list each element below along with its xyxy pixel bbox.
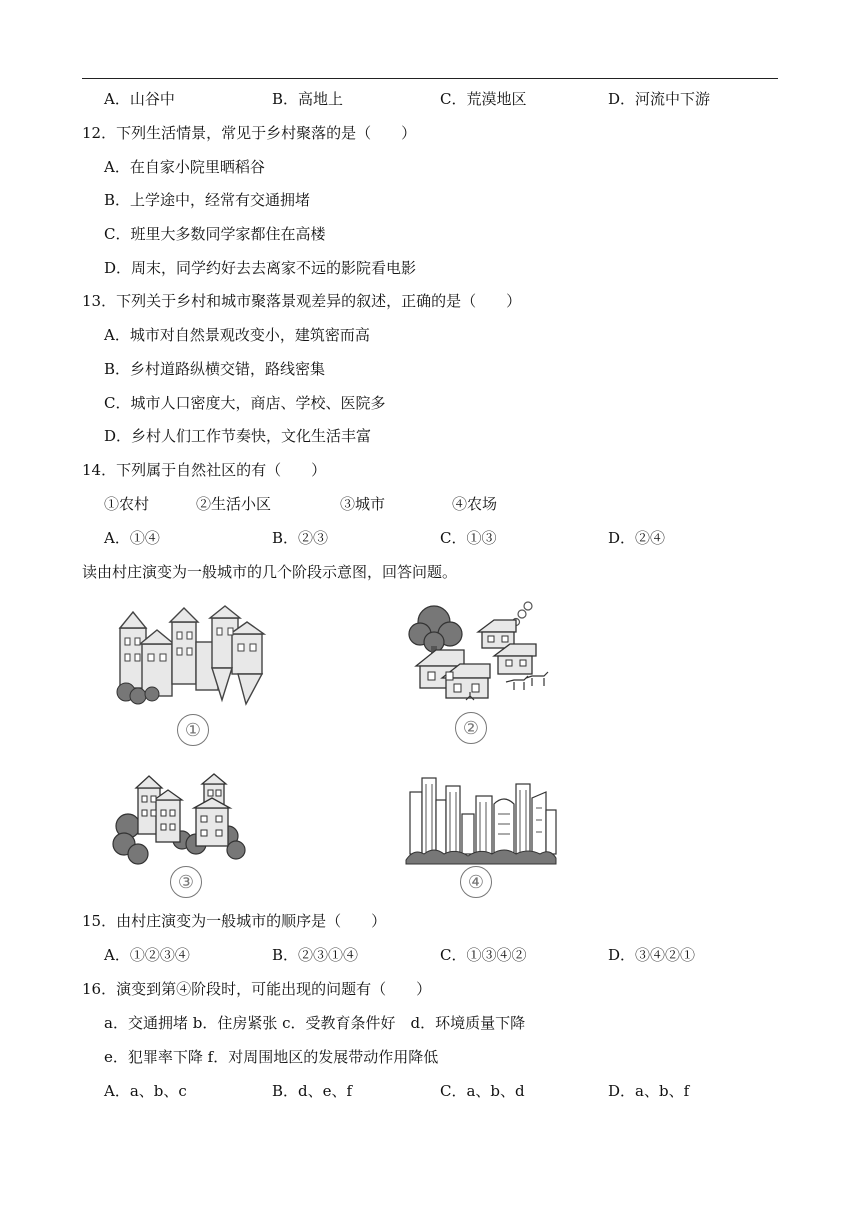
q12-option-b[interactable]: B．上学途中，经常有交通拥堵 [104,191,311,209]
q11-option-a[interactable]: A．山谷中 [104,90,175,108]
q16-items-line-1: a．交通拥堵 b．住房紧张 c．受教育条件好 d．环境质量下降 [104,1014,526,1032]
q14-item-1: ①农村 [104,495,150,513]
q11-option-b[interactable]: B．高地上 [272,90,344,108]
figure-intro: 读由村庄演变为一般城市的几个阶段示意图，回答问题。 [82,563,458,581]
q11-option-c[interactable]: C．荒漠地区 [440,90,527,108]
stage-2-figure [406,598,556,748]
q14-option-c[interactable]: C．①③ [440,529,497,547]
q12-option-d[interactable]: D．周末，同学约好去去离家不远的影院看电影 [104,259,417,277]
q16-option-c[interactable]: C．a、b、d [440,1082,525,1100]
q12-stem: 12．下列生活情景，常见于乡村聚落的是（ ） [82,124,417,142]
q16-items-line-2: e．犯罪率下降 f．对周围地区的发展带动作用降低 [104,1048,439,1066]
q16-option-b[interactable]: B．d、e、f [272,1082,353,1100]
q14-option-b[interactable]: B．②③ [272,529,329,547]
q11-option-d[interactable]: D．河流中下游 [608,90,711,108]
stage-4-figure [404,774,558,900]
q16-option-a[interactable]: A．a、b、c [104,1082,187,1100]
q14-item-4: ④农场 [452,495,498,513]
q15-option-a[interactable]: A．①②③④ [104,946,190,964]
small-town-icon [112,770,252,866]
q16-stem: 16．演变到第④阶段时，可能出现的问题有（ ） [82,980,432,998]
header-rule [82,78,778,79]
stage-3-figure [112,770,252,900]
q13-option-a[interactable]: A．城市对自然景观改变小，建筑密而高 [104,326,370,344]
q15-option-b[interactable]: B．②③①④ [272,946,359,964]
q15-option-c[interactable]: C．①③④② [440,946,527,964]
q14-option-a[interactable]: A．①④ [104,529,160,547]
q13-stem: 13．下列关于乡村和城市聚落景观差异的叙述，正确的是（ ） [82,292,522,310]
stage-1-figure [112,600,272,750]
q12-option-a[interactable]: A．在自家小院里晒稻谷 [104,158,265,176]
q13-option-d[interactable]: D．乡村人们工作节奏快，文化生活丰富 [104,427,372,445]
q14-stem: 14．下列属于自然社区的有（ ） [82,461,327,479]
city-skyline-icon [404,774,558,866]
stage-2-label: ② [455,712,487,744]
q14-item-2: ②生活小区 [196,495,272,513]
q16-option-d[interactable]: D．a、b、f [608,1082,690,1100]
q15-option-d[interactable]: D．③④②① [608,946,696,964]
q13-option-b[interactable]: B．乡村道路纵横交错，路线密集 [104,360,326,378]
q15-stem: 15．由村庄演变为一般城市的顺序是（ ） [82,912,387,930]
q14-option-d[interactable]: D．②④ [608,529,666,547]
q12-option-c[interactable]: C．班里大多数同学家都住在高楼 [104,225,326,243]
stage-1-label: ① [177,714,209,746]
village-houses-icon [406,598,556,710]
q14-item-3: ③城市 [340,495,386,513]
stage-3-label: ③ [170,866,202,898]
q13-option-c[interactable]: C．城市人口密度大，商店、学校、医院多 [104,394,386,412]
dense-town-icon [112,600,272,710]
stage-4-label: ④ [460,866,492,898]
